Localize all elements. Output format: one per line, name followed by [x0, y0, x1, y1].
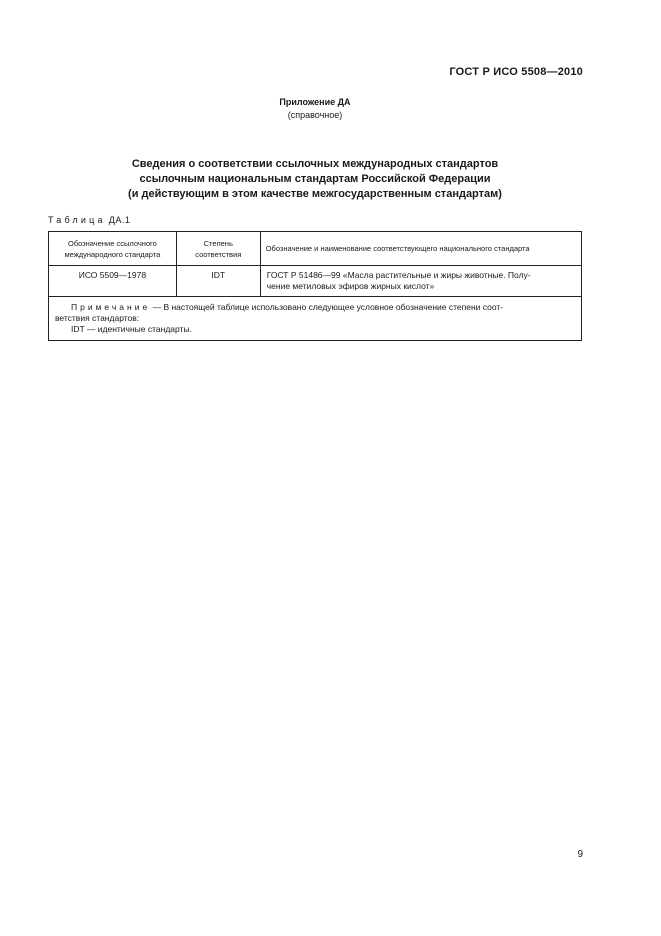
cell-degree: IDT	[176, 266, 260, 297]
document-title-line-2: ссылочным национальным стандартам Российской Федерации	[139, 173, 491, 185]
note-text-3: IDT — идентичные стандарты.	[71, 324, 192, 334]
cell-national-line-2: чение метиловых эфиров жирных кислот»	[266, 281, 435, 291]
table-caption	[48, 215, 130, 225]
standard-code: ГОСТ Р ИСО 5508—2010	[449, 66, 583, 78]
note-label: Примечание	[71, 302, 151, 312]
appendix-title: Приложение ДА	[279, 97, 351, 107]
page-number: 9	[577, 849, 583, 860]
table-row	[49, 266, 582, 297]
cell-national-line-1: ГОСТ Р 51486—99 «Масла растительные и жиры животные. Полу-	[266, 270, 531, 280]
document-title	[0, 157, 630, 202]
table-caption-id: ДА.1	[108, 215, 131, 225]
document-title-line-1: Сведения о соответствии ссылочных международных стандартов	[131, 158, 499, 170]
note-line-3	[55, 324, 575, 335]
header-international-line-1: Обозначение ссылочного	[68, 238, 157, 248]
table-note-row	[49, 297, 582, 341]
table-caption-word: Таблица	[48, 215, 106, 225]
appendix-subtitle: (справочное)	[287, 110, 343, 120]
header-national-standard: Обозначение и наименование соответствующего национального стандарта	[260, 232, 581, 266]
header-degree	[176, 232, 260, 266]
document-title-line-3: (и действующим в этом качестве межгосударственным стандартам)	[128, 188, 502, 200]
table-header-row	[49, 232, 582, 266]
header-international-line-2: международного стандарта	[64, 249, 161, 259]
cell-national-standard	[260, 266, 581, 297]
note-line-1	[55, 302, 575, 313]
appendix-heading	[0, 96, 630, 122]
header-degree-line-1: Степень	[203, 238, 233, 248]
note-line-2: ветствия стандартов:	[55, 313, 140, 323]
note-text-1: — В настоящей таблице использовано следующее условное обозначение степени соот-	[152, 302, 504, 312]
cell-international-standard: ИСО 5509—1978	[49, 266, 177, 297]
header-international-standard	[49, 232, 177, 266]
header-degree-line-2: соответствия	[195, 249, 242, 259]
table-note	[49, 297, 582, 341]
correspondence-table	[48, 231, 582, 341]
